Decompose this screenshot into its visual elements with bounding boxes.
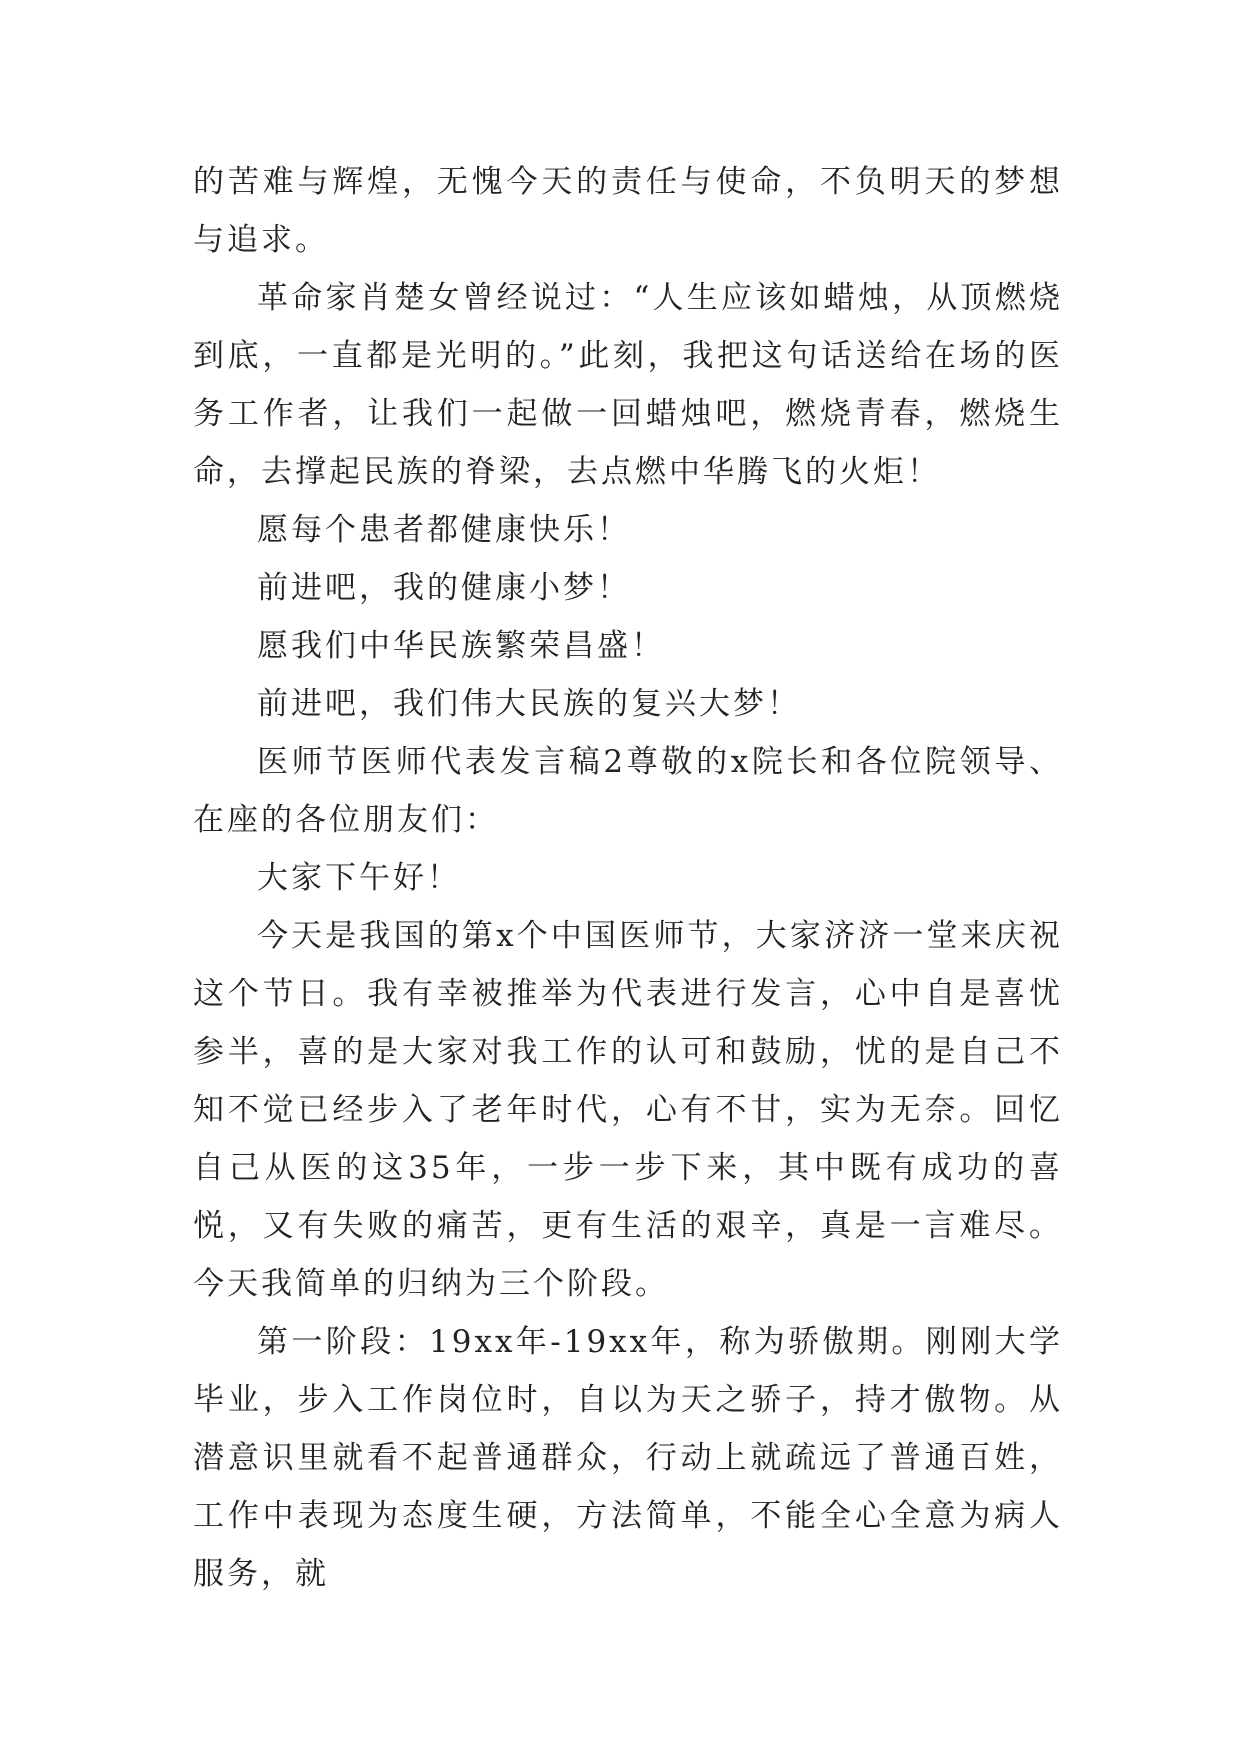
paragraph-health-dream: 前进吧，我的健康小梦！ — [257, 570, 631, 606]
document-body — [193, 153, 1063, 1603]
paragraph-speech-heading: 医师节医师代表发言稿2尊敬的x院长和各位院领导、在座的各位朋友们： — [193, 744, 1063, 838]
paragraph-revival-dream: 前进吧，我们伟大民族的复兴大梦！ — [257, 686, 801, 722]
paragraph-stage-one: 第一阶段：19xx年-19xx年，称为骄傲期。刚刚大学毕业，步入工作岗位时，自以为天之骄子，持才傲物。从潜意识里就看不起普通群众，行动上就疏远了普通百姓，工作中表现为态度生硬，方法简单，不能全心全意为病人服务，就 — [193, 1324, 1063, 1592]
paragraph-wish-nation: 愿我们中华民族繁荣昌盛！ — [257, 628, 665, 664]
paragraph-greeting: 大家下午好！ — [257, 860, 461, 896]
paragraph-quote: 革命家肖楚女曾经说过：“人生应该如蜡烛，从顶燃烧到底，一直都是光明的。”此刻，我把这句话送给在场的医务工作者，让我们一起做一回蜡烛吧，燃烧青春，燃烧生命，去撑起民族的脊梁，去点燃中华腾飞的火炬！ — [193, 280, 1063, 490]
paragraph-wish-patients: 愿每个患者都健康快乐！ — [257, 512, 631, 548]
paragraph-intro: 今天是我国的第x个中国医师节，大家济济一堂来庆祝这个节日。我有幸被推举为代表进行发言，心中自是喜忧参半，喜的是大家对我工作的认可和鼓励，忧的是自己不知不觉已经步入了老年时代，心有不甘，实为无奈。回忆自己从医的这35年，一步一步下来，其中既有成功的喜悦，又有失败的痛苦，更有生活的艰辛，真是一言难尽。今天我简单的归纳为三个阶段。 — [193, 918, 1063, 1302]
paragraph-continuation: 的苦难与辉煌，无愧今天的责任与使命，不负明天的梦想与追求。 — [193, 164, 1063, 258]
